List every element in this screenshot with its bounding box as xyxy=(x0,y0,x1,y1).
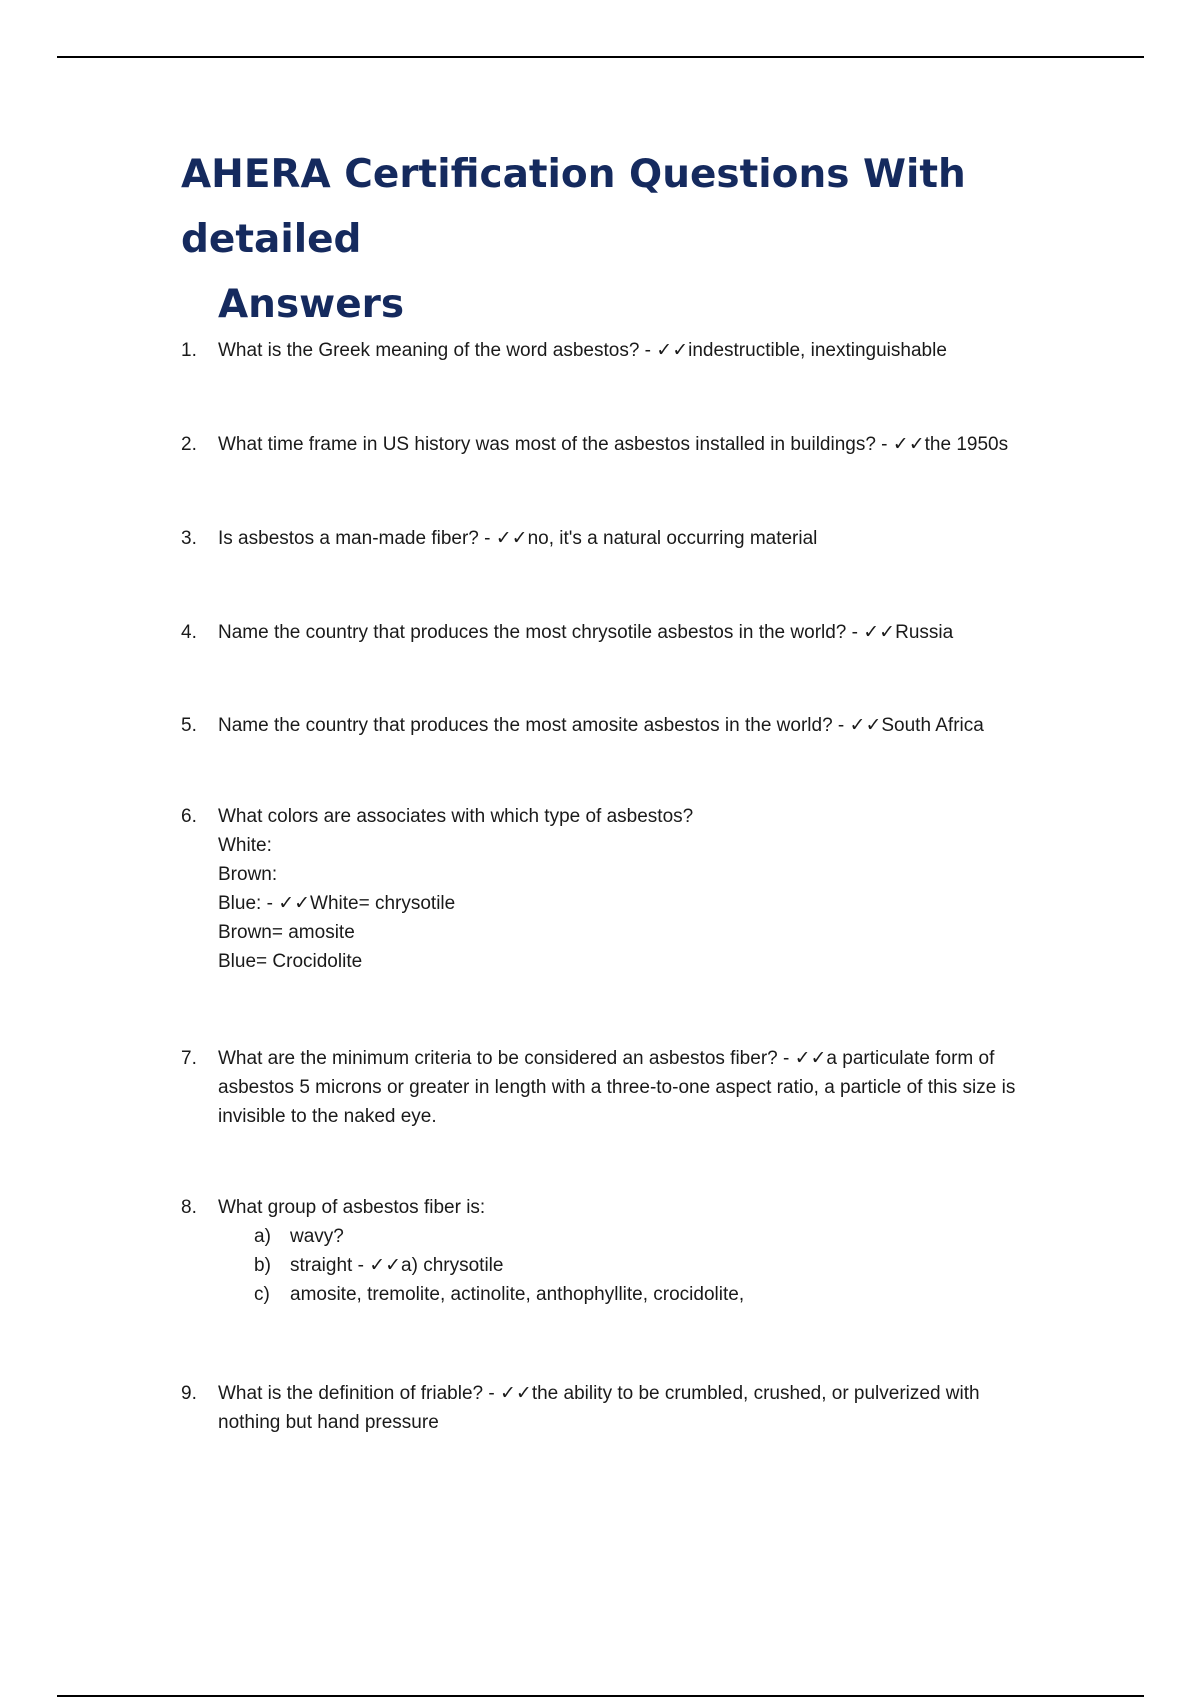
sub-item-label: a) xyxy=(254,1226,271,1247)
question-5 xyxy=(181,711,1101,740)
question-text: Name the country that produces the most chrysotile asbestos in the world? - ✓✓Russia xyxy=(218,622,954,643)
question-text: Name the country that produces the most amosite asbestos in the world? - ✓✓South Africa xyxy=(218,715,984,736)
question-number: 2. xyxy=(181,434,197,455)
question-line: Blue: - ✓✓White= chrysotile xyxy=(218,893,456,914)
question-line: asbestos 5 microns or greater in length with a three-to-one aspect ratio, a particle of this size is xyxy=(218,1077,1016,1098)
question-line: Blue= Crocidolite xyxy=(218,951,363,972)
sub-item-b xyxy=(254,1251,1101,1280)
question-number: 4. xyxy=(181,622,197,643)
question-line: What are the minimum criteria to be considered an asbestos fiber? - ✓✓a particulate form of xyxy=(218,1048,995,1069)
question-line: White: xyxy=(218,835,272,856)
question-4 xyxy=(181,618,1101,647)
question-6 xyxy=(181,802,1101,976)
question-line: invisible to the naked eye. xyxy=(218,1106,437,1127)
bottom-rule xyxy=(57,1695,1144,1697)
question-line: What is the definition of friable? - ✓✓the ability to be crumbled, crushed, or pulverized with xyxy=(218,1383,980,1404)
sub-item-a xyxy=(254,1222,1101,1251)
question-text: Is asbestos a man-made fiber? - ✓✓no, it's a natural occurring material xyxy=(218,528,818,549)
question-number: 1. xyxy=(181,340,197,361)
question-number: 9. xyxy=(181,1383,197,1404)
top-rule xyxy=(57,56,1144,58)
question-line: Brown= amosite xyxy=(218,922,355,943)
question-line: Brown: xyxy=(218,864,278,885)
sub-item-text: amosite, tremolite, actinolite, anthophyllite, crocidolite, xyxy=(290,1284,745,1305)
question-2 xyxy=(181,430,1101,459)
question-7 xyxy=(181,1044,1101,1131)
sub-item-label: c) xyxy=(254,1284,270,1305)
question-text: What group of asbestos fiber is: xyxy=(218,1197,486,1218)
question-number: 3. xyxy=(181,528,197,549)
question-line: What colors are associates with which type of asbestos? xyxy=(218,806,694,827)
sub-item-label: b) xyxy=(254,1255,271,1276)
question-text: What is the Greek meaning of the word asbestos? - ✓✓indestructible, inextinguishable xyxy=(218,340,947,361)
title-line-2: Answers xyxy=(218,282,405,327)
sub-item-text: straight - ✓✓a) chrysotile xyxy=(290,1255,504,1276)
sub-item-text: wavy? xyxy=(290,1226,344,1247)
sub-item-c xyxy=(254,1280,1101,1309)
question-text: What time frame in US history was most of the asbestos installed in buildings? - ✓✓the 1950s xyxy=(218,434,1009,455)
question-1 xyxy=(181,336,1101,365)
question-number: 6. xyxy=(181,806,197,827)
question-9 xyxy=(181,1379,1101,1437)
document-title xyxy=(181,142,1101,337)
title-line-1: AHERA Certification Questions With detailed xyxy=(181,152,966,262)
question-number: 8. xyxy=(181,1197,197,1218)
question-number: 5. xyxy=(181,715,197,736)
question-line: nothing but hand pressure xyxy=(218,1412,439,1433)
question-3 xyxy=(181,524,1101,553)
question-8 xyxy=(181,1193,1101,1309)
question-number: 7. xyxy=(181,1048,197,1069)
